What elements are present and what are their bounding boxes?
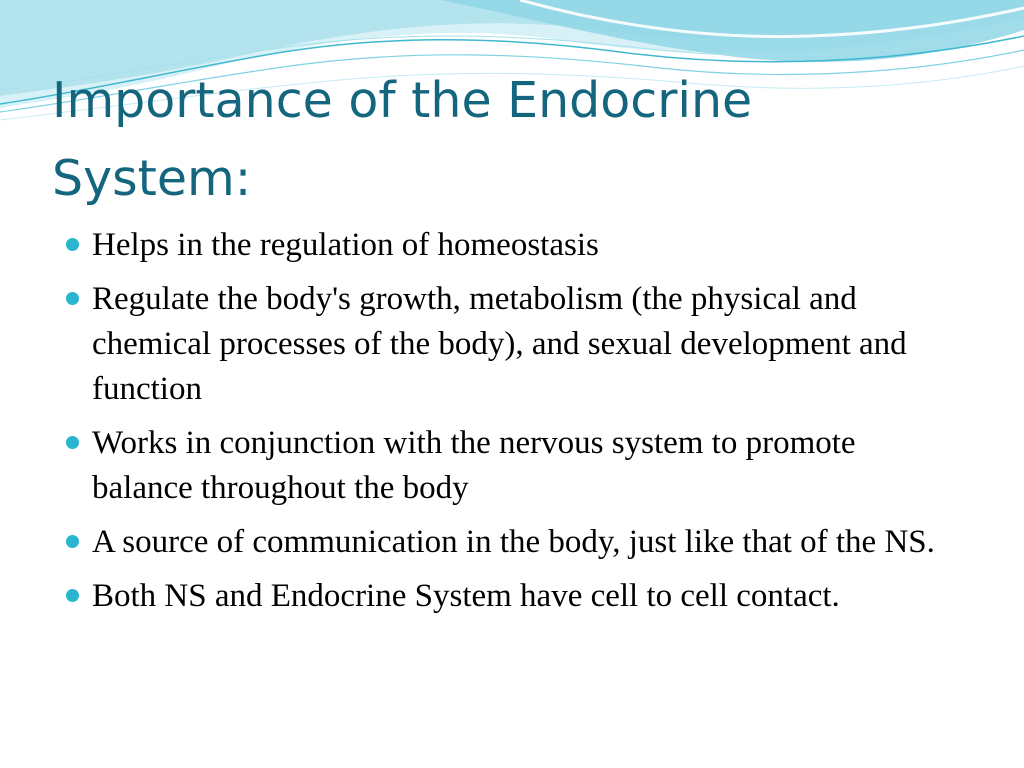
bullet-item [62, 520, 962, 565]
bullet-dot-icon [66, 292, 79, 305]
bullet-dot-icon [66, 436, 79, 449]
bullet-item [62, 574, 962, 619]
bullet-text: Helps in the regulation of homeostasis [92, 227, 599, 263]
bullet-dot-icon [66, 535, 79, 548]
bullet-dot-icon [66, 238, 79, 251]
slide-title: Importance of the Endocrine System: [52, 72, 753, 207]
bullet-list [62, 223, 962, 628]
bullet-item [62, 277, 962, 412]
bullet-text: Regulate the body's growth, metabolism (the physical and chemical processes of the body), and sexual development and function [92, 281, 907, 407]
bullet-text: A source of communication in the body, just like that of the NS. [92, 524, 935, 560]
bullet-item [62, 223, 962, 268]
bullet-dot-icon [66, 589, 79, 602]
bullet-item [62, 421, 962, 511]
bullet-text: Both NS and Endocrine System have cell to cell contact. [92, 578, 840, 614]
bullet-text: Works in conjunction with the nervous system to promote balance throughout the body [92, 425, 856, 506]
